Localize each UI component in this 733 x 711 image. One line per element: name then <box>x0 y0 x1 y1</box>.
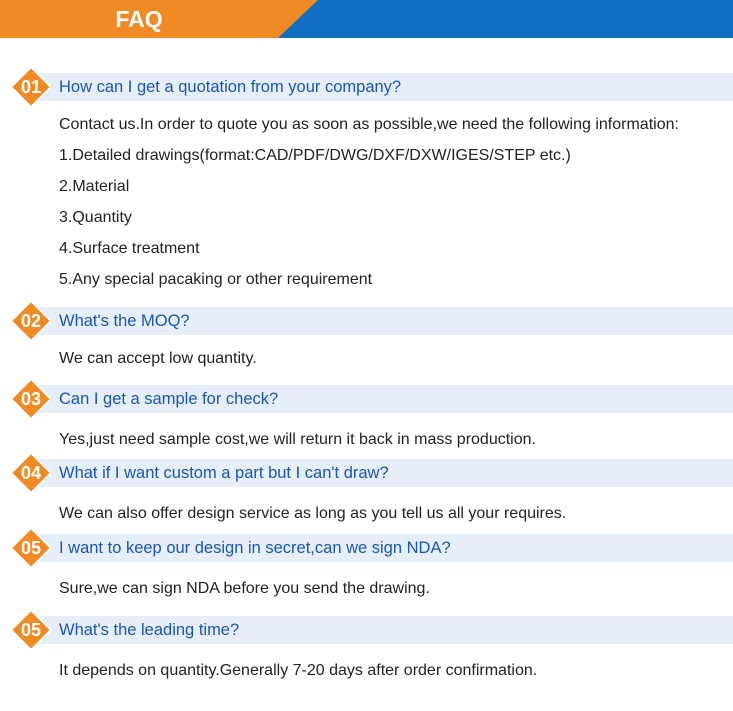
badge-number: 05 <box>20 538 42 558</box>
answer-line: 3.Quantity <box>59 209 132 226</box>
badge-number: 05 <box>20 620 42 640</box>
badge-number: 02 <box>20 311 42 331</box>
page-title: FAQ <box>115 6 163 32</box>
answer-line: Sure,we can sign NDA before you send the drawing. <box>59 580 430 597</box>
question-text: What's the MOQ? <box>59 312 190 330</box>
question-text: What if I want custom a part but I can't draw? <box>59 464 389 482</box>
answer-line: Contact us.In order to quote you as soon as possible,we need the following information: <box>59 116 679 133</box>
answer-line: 5.Any special pacaking or other requirement <box>59 271 373 288</box>
number-badge <box>10 452 52 494</box>
question-text: What's the leading time? <box>59 621 240 639</box>
badge-number: 01 <box>20 77 42 97</box>
answer-line: It depends on quantity.Generally 7-20 days after order confirmation. <box>59 662 538 679</box>
answer-line: We can also offer design service as long as you tell us all your requires. <box>59 505 567 522</box>
question-text: I want to keep our design in secret,can we sign NDA? <box>59 539 451 557</box>
number-badge <box>10 609 52 651</box>
question-text: Can I get a sample for check? <box>59 390 279 408</box>
number-badge <box>10 66 52 108</box>
answer-line: 4.Surface treatment <box>59 240 200 257</box>
answer-line: 2.Material <box>59 178 130 195</box>
answer-line: We can accept low quantity. <box>59 350 257 367</box>
badge-number: 03 <box>20 389 42 409</box>
number-badge <box>10 527 52 569</box>
answer-line: 1.Detailed drawings(format:CAD/PDF/DWG/DXF/DXW/IGES/STEP etc.) <box>59 147 571 164</box>
number-badge <box>10 300 52 342</box>
number-badge <box>10 378 52 420</box>
badge-number: 04 <box>20 463 42 483</box>
faq-header <box>0 0 733 38</box>
question-text: How can I get a quotation from your company? <box>59 78 402 96</box>
answer-line: Yes,just need sample cost,we will return it back in mass production. <box>59 431 536 448</box>
